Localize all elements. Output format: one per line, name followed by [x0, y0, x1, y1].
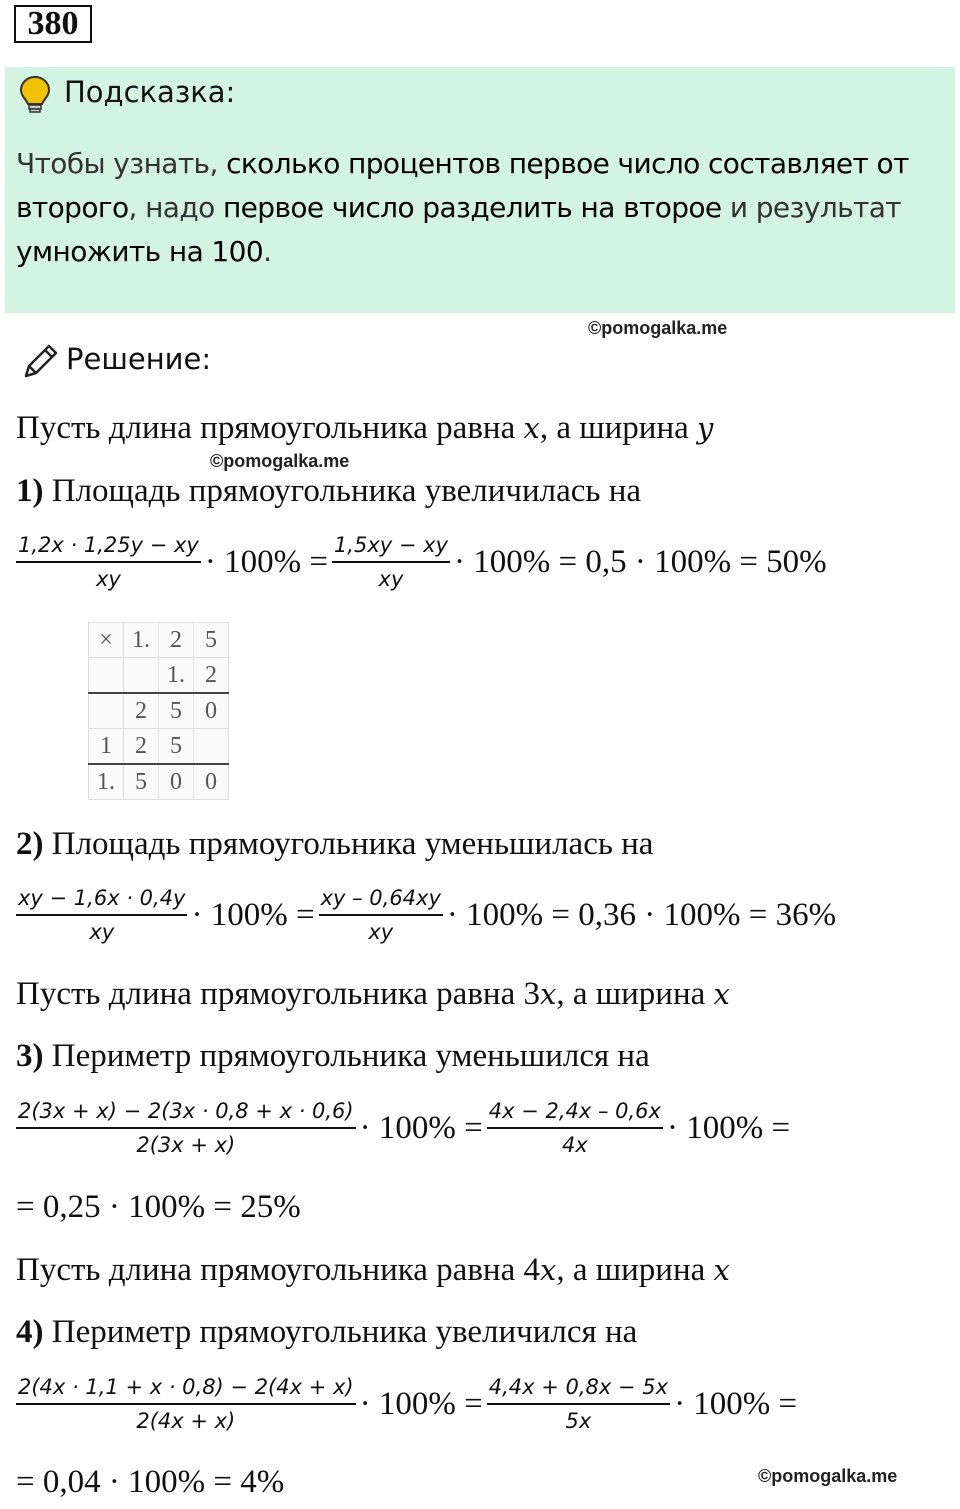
step-4-result: = 0,04 · 100% = 4% [16, 1464, 285, 1500]
mul-row: × 1. 2 5 [89, 623, 229, 658]
assumption-line: Пусть длина прямоугольника равна 4x, а ширина x [16, 1252, 730, 1288]
mul-row: 1. 5 0 0 [89, 764, 229, 800]
fraction: $\frac{xy - 1,6x \cdot 0,4y}{xy}$ [18, 886, 186, 944]
step-3-result: = 0,25 · 100% = 25% [16, 1189, 301, 1225]
step-3-equation: $\frac{2(3x + x) - 2(3x \cdot 0,8 + x \cdot 0,6)}{2(3x + x)}$ · 100% = $\frac{4x - 2,4x - 0,6x}{4x}$ · 100% = [18, 1099, 791, 1157]
step-2-heading: 2) Площадь прямоугольника уменьшилась на [16, 826, 654, 862]
step-1-heading: 1) Площадь прямоугольника увеличилась на [16, 473, 641, 509]
step-1-equation: $\frac{1,2x \cdot 1,25y - xy}{xy}$ · 100% = $\frac{1,5xy - xy}{xy}$ · 100% = 0,5 · 100% = 50% [18, 533, 827, 591]
hint-title: Подсказка: [64, 75, 236, 109]
fraction: $\frac{1,5xy - xy}{xy}$ [333, 533, 448, 591]
mul-row: 1. 2 [89, 658, 229, 694]
step-3-heading: 3) Периметр прямоугольника уменьшился на [16, 1038, 650, 1074]
problem-number: 380 [14, 5, 92, 43]
step-4-heading: 4) Периметр прямоугольника увеличился на [16, 1314, 638, 1350]
fraction: $\frac{1,2x \cdot 1,25y - xy}{xy}$ [18, 533, 199, 591]
watermark: ©pomogalka.me [210, 451, 350, 471]
multiplication-column [88, 622, 229, 800]
hint-text: Чтобы узнать, сколько процентов первое число составляет от второго, надо первое число разделить на второе и результат умножить на 100. [16, 147, 909, 268]
solution-title: Решение: [66, 342, 212, 376]
assumption-line: Пусть длина прямоугольника равна 3x, а ширина x [16, 976, 730, 1012]
fraction: $\frac{2(4x \cdot 1,1 + x \cdot 0,8) - 2(4x + x)}{2(4x + x)}$ [18, 1375, 354, 1433]
watermark: ©pomogalka.me [758, 1466, 898, 1486]
lightbulb-icon [18, 74, 52, 114]
step-4-equation: $\frac{2(4x \cdot 1,1 + x \cdot 0,8) - 2(4x + x)}{2(4x + x)}$ · 100% = $\frac{4,4x + 0,8x - 5x}{5x}$ · 100% = [18, 1375, 798, 1433]
assumption-line: Пусть длина прямоугольника равна x, а ширина y [16, 410, 714, 446]
step-2-equation: $\frac{xy - 1,6x \cdot 0,4y}{xy}$ · 100% = $\frac{xy - 0,64xy}{xy}$ · 100% = 0,36 · 100% = 36% [18, 886, 837, 944]
mul-row: 2 5 0 [89, 693, 229, 729]
fraction: $\frac{4,4x + 0,8x - 5x}{5x}$ [488, 1375, 669, 1433]
fraction: $\frac{4x - 2,4x - 0,6x}{4x}$ [488, 1099, 661, 1157]
watermark: ©pomogalka.me [588, 318, 728, 338]
pencil-icon [20, 342, 60, 382]
fraction: $\frac{2(3x + x) - 2(3x \cdot 0,8 + x \cdot 0,6)}{2(3x + x)}$ [18, 1099, 354, 1157]
fraction: $\frac{xy - 0,64xy}{xy}$ [320, 886, 441, 944]
mul-row: 1 2 5 [89, 729, 229, 765]
